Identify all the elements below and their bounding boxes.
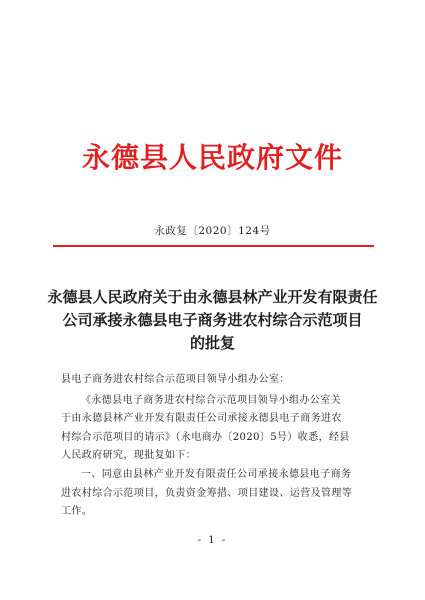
title-line: 公司承接永德县电子商务进农村综合示范项目 <box>62 311 363 329</box>
document-number: 永政复〔2020〕124号 <box>154 225 271 237</box>
body-line: 工作。 <box>61 506 93 518</box>
body-line: 村综合示范项目的请示》（永电商办〔2020〕5号）收悉，经县 <box>61 431 350 443</box>
paragraph-1 <box>61 392 371 466</box>
red-header-title: 永德县人民政府文件 <box>81 141 343 174</box>
body-line: 进农村综合示范项目，负责资金筹措、项目建设、运营及管理等 <box>61 487 353 499</box>
document-body <box>61 371 371 522</box>
paragraph-2 <box>61 466 371 522</box>
page-number: - 1 - <box>197 535 228 546</box>
document-title <box>40 286 385 355</box>
body-line: 一、同意由县林产业开发有限责任公司承接永德县电子商务 <box>81 468 352 480</box>
title-line: 的批复 <box>189 334 235 352</box>
body-line: 《永德县电子商务进农村综合示范项目领导小组办公室关 <box>81 394 341 406</box>
body-line: 人民政府研究，现批复如下： <box>61 450 197 462</box>
salutation: 县电子商务进农村综合示范项目领导小组办公室： <box>61 374 290 385</box>
body-line: 于由永德县林产业开发有限责任公司承接永德县电子商务进农 <box>61 413 342 425</box>
title-line: 永德县人民政府关于由永德县林产业开发有限责任 <box>47 288 378 306</box>
red-divider-line <box>53 245 374 247</box>
